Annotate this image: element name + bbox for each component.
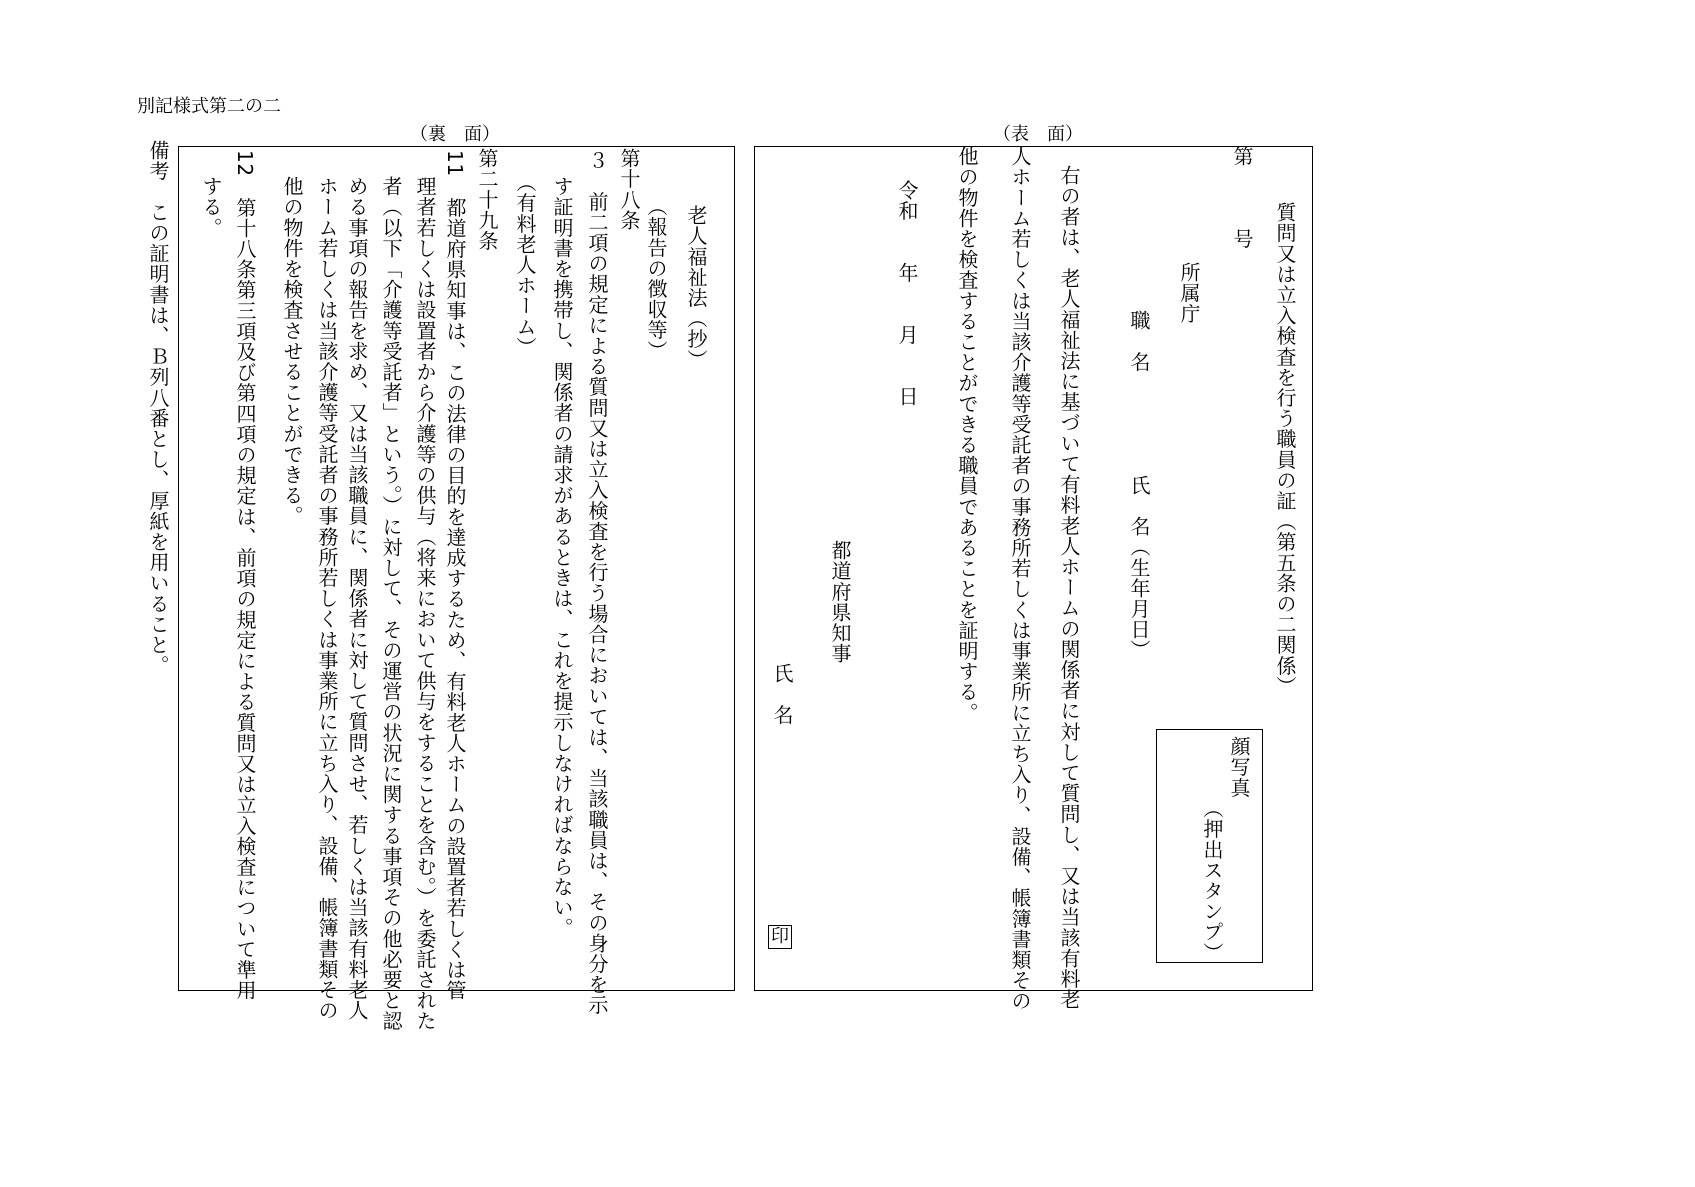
certificate-number: 第 号: [1230, 146, 1254, 249]
article-heading: 第十八条: [617, 148, 641, 231]
law-text-line: 11 都道府県知事は、この法律の目的を達成するため、有料老人ホームの設置者若しくは管: [443, 150, 467, 1001]
photo-label: 顔写真: [1227, 736, 1251, 798]
law-title: 老人福祉法（抄）: [684, 205, 708, 370]
issue-date: 令和 年 月 日: [895, 180, 919, 407]
certificate-body-line: 他の物件を検査することができる職員であることを証明する。: [955, 146, 979, 723]
back-heading: （裏 面）: [410, 124, 500, 145]
form-title: 別記様式第二の二: [137, 96, 281, 117]
article-heading: 第二十九条: [475, 148, 499, 251]
law-text-line: める事項の報告を求め、又は当該職員に、関係者に対して質問させ、若しくは当該有料老人: [345, 176, 369, 1021]
law-text-line: ３ 前二項の規定による質問又は立入検査を行う場合においては、当該職員は、その身分を示: [585, 150, 609, 1016]
front-heading: （表 面）: [993, 124, 1083, 145]
photo-note: （押出スタンプ）: [1200, 798, 1224, 963]
law-text-line: ホーム若しくは当該介護等受託者の事務所若しくは事業所に立ち入り、設備、帳簿書類その: [315, 176, 339, 1021]
certificate-title: 質問又は立入検査を行う職員の証（第五条の二関係）: [1273, 202, 1297, 697]
affiliation-label: 所属庁: [1177, 262, 1201, 324]
law-text-line: する。: [199, 176, 223, 238]
law-text-line: す証明書を携帯し、関係者の請求があるときは、これを提示しなければならない。: [550, 176, 574, 939]
certificate-body-line: 右の者は、老人福祉法に基づいて有料老人ホームの関係者に対して質問し、又は当該有料老: [1057, 165, 1081, 1010]
law-text-line: 理者若しくは設置者から介護等の供与（将来において供与をすることを含む。）を委託された: [413, 176, 437, 1032]
law-text-line: 12 第十八条第三項及び第四項の規定は、前項の規定による質問又は立入検査について準用: [233, 150, 257, 1001]
issuer-title: 都道府県知事: [828, 540, 852, 664]
issuer-name-label: 氏 名: [770, 663, 794, 725]
position-name-label: 職 名 氏 名（生年月日）: [1127, 310, 1151, 661]
section-caption: （報告の徴収等）: [644, 196, 668, 361]
seal-mark: 印: [768, 925, 792, 949]
law-text-line: 他の物件を検査させることができる。: [280, 176, 304, 527]
law-text-line: 者（以下「介護等受託者」という。）に対して、その運営の状況に関する事項その他必要と認: [379, 176, 403, 1032]
certificate-body-line: 人ホーム若しくは当該介護等受託者の事務所若しくは事業所に立ち入り、設備、帳簿書類その: [1008, 146, 1032, 1012]
section-caption: （有料老人ホーム）: [513, 172, 537, 358]
remarks-note: 備考 この証明書は、Ｂ列八番とし、厚紙を用いること。: [146, 140, 170, 676]
